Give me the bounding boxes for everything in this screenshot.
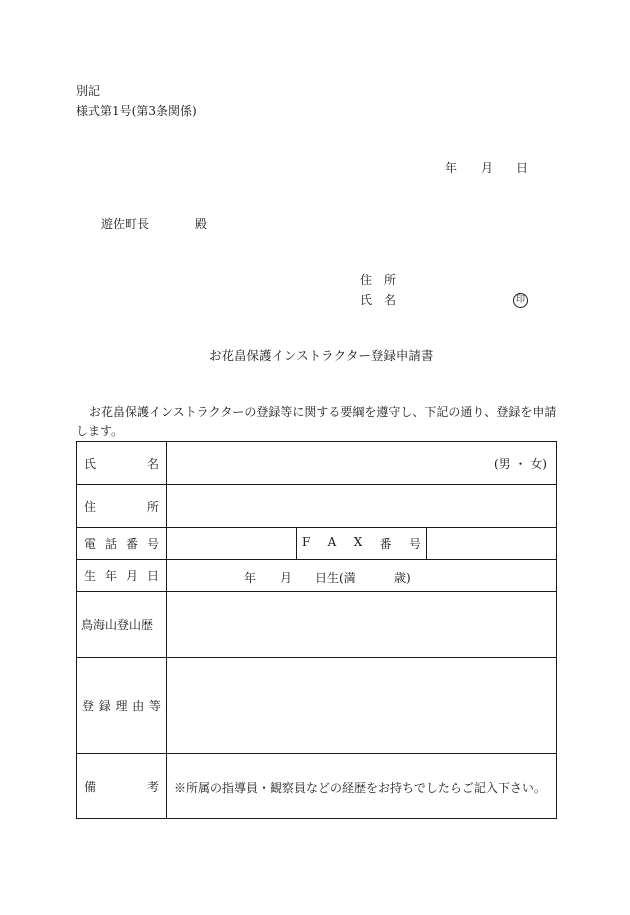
history-label-cell	[77, 592, 167, 658]
reason-label-char-2: 録	[98, 699, 111, 713]
birth-label-char-4: 日	[146, 569, 159, 583]
phone-value-cell[interactable]	[167, 528, 297, 560]
reason-label-cell	[77, 658, 167, 754]
reason-label-char-1: 登	[82, 699, 95, 713]
birth-label-char-2: 年	[104, 569, 117, 583]
document-title: お花畠保護インストラクター登録申請書	[209, 348, 434, 363]
fax-label-char-4: 番	[379, 537, 392, 551]
applicant-name-label-1: 氏	[360, 293, 373, 307]
address-label-cell	[77, 485, 167, 528]
address-label-char-1: 住	[84, 499, 97, 514]
addressee-honorific: 殿	[195, 217, 208, 231]
fax-label-cell	[297, 528, 427, 560]
applicant-name-label-2: 名	[384, 293, 397, 307]
remarks-label-char-1: 備	[84, 779, 97, 794]
address-label-char-2: 所	[146, 499, 159, 514]
fax-label-char-2: A	[327, 535, 337, 549]
birth-label-char-3: 月	[125, 569, 138, 583]
fax-value-cell[interactable]	[427, 528, 557, 560]
birth-label-cell	[77, 560, 167, 592]
phone-label-char-3: 番	[125, 537, 138, 551]
birth-year-label: 年	[244, 571, 257, 585]
fax-label-char-1: F	[302, 535, 311, 549]
reason-label-char-3: 理	[115, 699, 128, 713]
name-label-char-2: 名	[146, 456, 159, 471]
appendix-label: 別記	[76, 84, 101, 98]
intro-line-2: します。	[76, 424, 124, 438]
applicant-address-label-1: 住	[360, 273, 373, 287]
date-day-label: 日	[516, 161, 529, 175]
birth-month-label: 月	[280, 571, 293, 585]
phone-label-char-1: 電	[84, 537, 97, 551]
birth-label-char-1: 生	[84, 569, 97, 583]
birth-value-cell[interactable]	[167, 560, 557, 592]
reason-label-char-4: 由	[132, 699, 145, 713]
name-label-char-1: 氏	[84, 456, 97, 471]
date-year-label: 年	[445, 161, 458, 175]
intro-line-1: お花畠保護インストラクターの登録等に関する要綱を遵守し、下記の通り、登録を申請	[89, 405, 557, 419]
birth-row	[77, 560, 557, 592]
reason-row	[77, 658, 557, 754]
name-row	[77, 442, 557, 485]
seal-label: 印	[513, 293, 528, 308]
birth-day-label: 日生(満	[315, 571, 356, 585]
remarks-label-cell	[77, 754, 167, 819]
seal-mark	[513, 292, 528, 308]
remarks-value-cell[interactable]	[167, 754, 557, 819]
name-value-cell[interactable]	[167, 442, 557, 485]
phone-label-char-4: 号	[146, 537, 159, 551]
remarks-note: ※所属の指導員・観察員などの経歴をお持ちでしたらご記入下さい。	[174, 781, 546, 795]
phone-label-cell	[77, 528, 167, 560]
history-row	[77, 592, 557, 658]
reason-value-cell[interactable]	[167, 658, 557, 754]
registration-form-table	[76, 441, 557, 819]
form-number: 様式第1号(第3条関係)	[76, 104, 197, 118]
history-value-cell[interactable]	[167, 592, 557, 658]
gender-choice[interactable]: (男 ・ 女)	[494, 456, 547, 471]
fax-label-char-5: 号	[408, 537, 421, 551]
history-label: 鳥海山登山歴	[81, 618, 154, 632]
address-value-cell[interactable]	[167, 485, 557, 528]
phone-fax-row	[77, 528, 557, 560]
reason-label-char-5: 等	[148, 699, 161, 713]
birth-age-label: 歳)	[394, 571, 411, 585]
address-row	[77, 485, 557, 528]
remarks-label-char-2: 考	[146, 779, 159, 794]
date-month-label: 月	[481, 161, 494, 175]
phone-label-char-2: 話	[104, 537, 117, 551]
applicant-address-label-2: 所	[384, 273, 397, 287]
addressee-name: 遊佐町長	[101, 217, 150, 231]
name-label-cell	[77, 442, 167, 485]
fax-label-char-3: X	[353, 535, 363, 549]
remarks-row	[77, 754, 557, 819]
